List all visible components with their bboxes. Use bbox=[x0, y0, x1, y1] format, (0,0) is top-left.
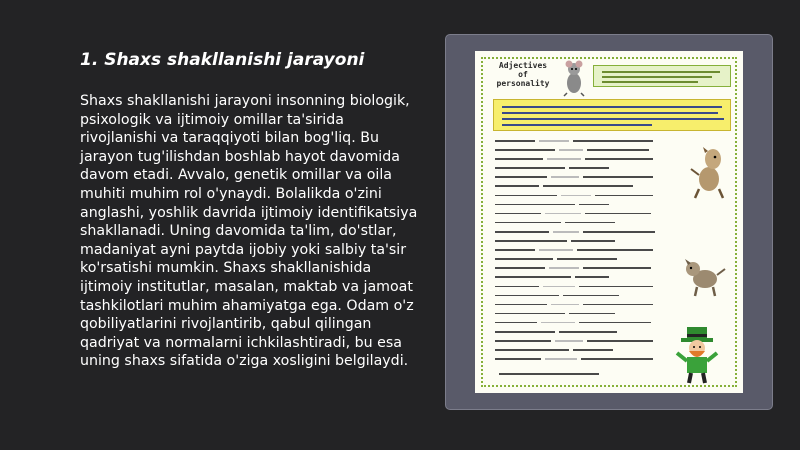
slide-title: 1. Shaxs shakllanishi jarayoni bbox=[80, 50, 365, 70]
worksheet-instructions-box bbox=[593, 65, 731, 87]
worksheet-image bbox=[475, 51, 743, 393]
worksheet-word-bank bbox=[493, 99, 731, 131]
mouse-cartoon-icon bbox=[559, 57, 589, 97]
horse-cartoon-icon bbox=[687, 147, 731, 199]
leprechaun-cartoon-icon bbox=[671, 323, 723, 385]
worksheet-exercise-lines bbox=[495, 137, 655, 364]
image-frame bbox=[445, 34, 773, 410]
worksheet-footer bbox=[499, 373, 599, 375]
slide-body-text: Shaxs shakllanishi jarayoni insonning biologik, psixologik va ijtimoiy omillar ta'sirida rivojlanishi va taraqqiyoti bilan bog'liq. Bu jarayon tug'ilishdan boshlab hayot davomida davom etadi. Avvalo, genetik omillar va oila muhiti muhim rol o'ynaydi. Bolalikda o'zini anglashi, yoshlik davrida ijtimoiy identifikatsiya shakllanadi. Uning davomida ta'lim, do'stlar, madaniyat ayni paytda ijobiy yoki salbiy ta'sir ko'rsatishi mumkin. Shaxs shakllanishida ijtimoiy institutlar, masalan, maktab va jamoat tashkilotlari muhim ahamiyatga ega. Odam o'z qobiliyatlarini rivojlantirib, qabul qilingan qadriyat va normalarni ichkilashtiradi, bu esa uning shaxs sifatida o'ziga xosligini belgilaydi. bbox=[80, 93, 418, 370]
worksheet-title: Adjectives of personality bbox=[496, 61, 550, 88]
dog-cartoon-icon bbox=[681, 249, 727, 297]
